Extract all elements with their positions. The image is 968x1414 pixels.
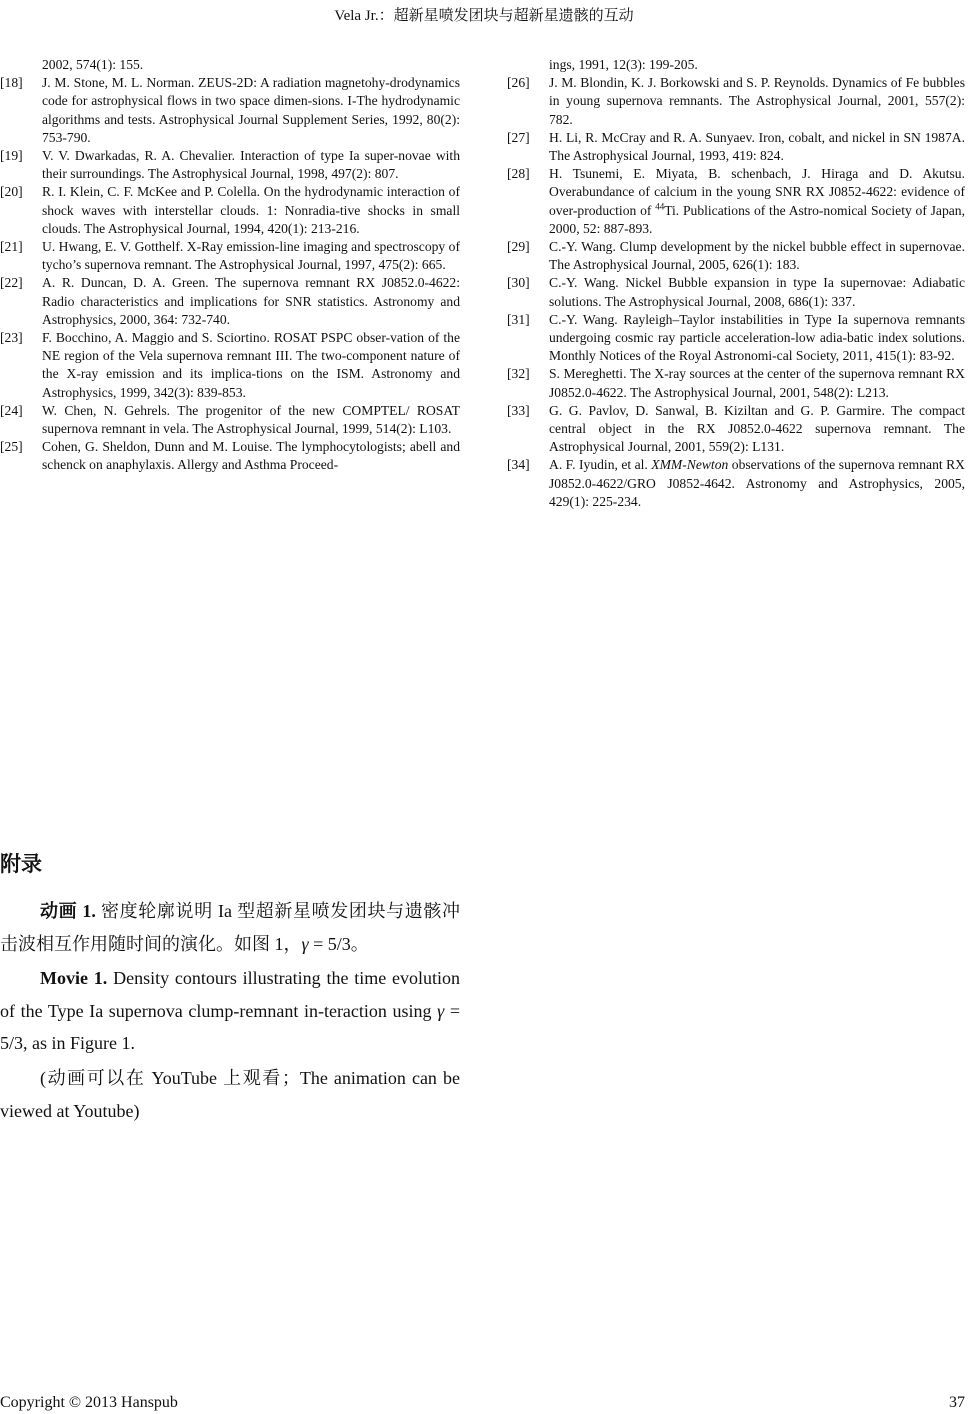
movie-caption-english-text: Density contours illustrating the time evolution of the Type Ia supernova clump-remnant in-teraction using xyxy=(0,968,461,1021)
reference-text: V. V. Dwarkadas, R. A. Chevalier. Interaction of type Ia super-novae with their surroundings. The Astrophysical Journal, 1998, 497(2): 807. xyxy=(42,148,460,182)
appendix-heading: 附录 xyxy=(0,852,42,876)
gamma-symbol: γ xyxy=(437,1000,445,1021)
reference-text: J. M. Stone, M. L. Norman. ZEUS-2D: A radiation magnetohy-drodynamics code for astrophysical flows in two space dimen-sions. I-The hydrodynamic algorithms and tests. Astrophysical Journal Supplement Series, 1992, 80(2): 753-790. xyxy=(42,75,460,145)
reference-number: [22] xyxy=(0,275,23,291)
reference-item xyxy=(507,402,965,457)
reference-number: [18] xyxy=(0,75,23,91)
movie-label-chinese: 动画 1. xyxy=(40,901,96,921)
reference-item xyxy=(0,402,460,438)
reference-item xyxy=(507,129,965,165)
reference-text: A. R. Duncan, D. A. Green. The supernova remnant RX J0852.0-4622: Radio characteristics and implications for SNR statistics. Astronomy and Astrophysics, 2000, 364: 732-740. xyxy=(42,275,460,327)
reference-number: [28] xyxy=(507,166,530,182)
reference-number: [34] xyxy=(507,457,530,473)
reference-italic-title: XMM-Newton xyxy=(651,457,729,473)
reference-item xyxy=(0,438,460,474)
reference-text: G. G. Pavlov, D. Sanwal, B. Kiziltan and G. P. Garmire. The compact central object in the RX J0852.0-4622 supernova remnant. The Astrophysical Journal, 2001, 559(2): L131. xyxy=(549,402,965,455)
reference-number: [20] xyxy=(0,184,23,200)
reference-item xyxy=(0,238,460,274)
reference-continuation: ings, 1991, 12(3): 199-205. xyxy=(549,57,698,72)
references-left-column xyxy=(0,56,460,475)
reference-item xyxy=(0,183,460,238)
movie-label-english: Movie 1. xyxy=(40,968,108,989)
reference-text: C.-Y. Wang. Rayleigh–Taylor instabilities in Type Ia supernova remnants undergoing cosmic ray particle acceleration-low adia-batic index solutions. Monthly Notices of the Royal Astronomi-cal Society, 2011, 415(1): 83-92. xyxy=(549,311,965,364)
appendix-body xyxy=(0,895,460,1127)
reference-text: C.-Y. Wang. Clump development by the nickel bubble effect in supernovae. The Astrophysical Journal, 2005, 626(1): 183. xyxy=(549,239,965,273)
reference-text: U. Hwang, E. V. Gotthelf. X-Ray emission-line imaging and spectroscopy of tycho’s supernova remnant. The Astrophysical Journal, 1997, 475(2): 665. xyxy=(42,239,460,273)
reference-item xyxy=(0,147,460,183)
reference-text: J. M. Blondin, K. J. Borkowski and S. P. Reynolds. Dynamics of Fe bubbles in young supernova remnants. The Astrophysical Journal, 2001, 557(2): 782. xyxy=(549,75,965,127)
gamma-symbol: γ xyxy=(301,933,309,954)
movie-caption-english-tail: = 5/3, as in Figure 1. xyxy=(0,1000,460,1054)
reference-number: [21] xyxy=(0,239,23,255)
reference-number: [19] xyxy=(0,148,23,164)
running-title: Vela Jr.：超新星喷发团块与超新星遗骸的互动 xyxy=(334,8,634,24)
reference-item xyxy=(0,74,460,147)
reference-text: R. I. Klein, C. F. McKee and P. Colella. On the hydrodynamic interaction of shock waves with interstellar clouds. 1: Nonradia-tive shocks in small clouds. The Astrophysical Journal, 1994, 420(1): 213-216. xyxy=(42,184,460,236)
references-right-column xyxy=(507,56,965,511)
movie-caption-chinese-text: 密度轮廓说明 Ia 型超新星喷发团块与遗骸冲击波相互作用随时间的演化。如图 1， xyxy=(0,901,461,954)
movie-caption-chinese xyxy=(0,895,460,960)
reference-number: [32] xyxy=(507,366,530,382)
reference-text: S. Mereghetti. The X-ray sources at the center of the supernova remnant RX J0852.0-4622. The Astrophysical Journal, 2001, 548(2): L213. xyxy=(549,366,965,400)
reference-number: [23] xyxy=(0,330,23,346)
reference-number: [26] xyxy=(507,75,530,91)
reference-item xyxy=(507,165,965,238)
reference-text: C.-Y. Wang. Nickel Bubble expansion in type Ia supernovae: Adiabatic solutions. The Astrophysical Journal, 2008, 686(1): 337. xyxy=(549,275,965,309)
reference-item xyxy=(507,238,965,274)
movie-caption-chinese-tail: = 5/3。 xyxy=(308,933,369,954)
reference-number: [27] xyxy=(507,129,530,145)
reference-item xyxy=(507,74,965,129)
reference-item xyxy=(507,365,965,401)
reference-text-after-italic: observations of the supernova remnant RX J0852.0-4622/GRO J0852-4642. Astronomy and Astrophysics, 2005, 429(1): 225-234. xyxy=(549,457,965,509)
reference-number: [33] xyxy=(507,402,530,418)
reference-number: [31] xyxy=(507,311,530,327)
reference-item xyxy=(507,274,965,310)
movie-caption-english xyxy=(0,962,460,1060)
page-number: 37 xyxy=(949,1394,965,1411)
reference-number: [30] xyxy=(507,275,530,291)
reference-text: H. Li, R. McCray and R. A. Sunyaev. Iron, cobalt, and nickel in SN 1987A. The Astrophysical Journal, 1993, 419: 824. xyxy=(549,129,965,164)
reference-text-before-italic: A. F. Iyudin, et al. xyxy=(549,457,652,473)
reference-item xyxy=(507,311,965,366)
copyright-notice: Copyright © 2013 Hanspub xyxy=(0,1394,178,1411)
reference-number: [24] xyxy=(0,402,23,418)
animation-note: (动画可以在 YouTube 上观看；The animation can be viewed at Youtube) xyxy=(0,1067,460,1121)
reference-item xyxy=(507,456,965,511)
reference-text: Cohen, G. Sheldon, Dunn and M. Louise. The lymphocytologists; abell and schenck on anaphylaxis. Allergy and Asthma Proceed- xyxy=(42,439,460,473)
reference-text-after-superscript: Ti. Publications of the Astro-nomical Society of Japan, 2000, 52: 887-893. xyxy=(549,202,965,236)
reference-item xyxy=(0,274,460,329)
reference-number: [29] xyxy=(507,239,530,255)
reference-number: [25] xyxy=(0,439,23,455)
reference-text: W. Chen, N. Gehrels. The progenitor of the new COMPTEL/ ROSAT supernova remnant in vela. The Astrophysical Journal, 1999, 514(2): L103. xyxy=(42,402,460,437)
reference-continuation: 2002, 574(1): 155. xyxy=(42,57,144,72)
reference-text: F. Bocchino, A. Maggio and S. Sciortino. ROSAT PSPC obser-vation of the NE region of the Vela supernova remnant III. The two-component nature of the X-ray emission and its implica-tions on the ISM. Astronomy and Astrophysics, 1999, 342(3): 839-853. xyxy=(42,330,460,400)
reference-text-before-superscript: H. Tsunemi, E. Miyata, B. schenbach, J. Hiraga and D. Akutsu. Overabundance of calcium in the young SNR RX J0852-4622: evidence of over-production of xyxy=(549,166,965,218)
reference-item xyxy=(0,329,460,402)
superscript-mass-number: 44 xyxy=(655,201,665,212)
